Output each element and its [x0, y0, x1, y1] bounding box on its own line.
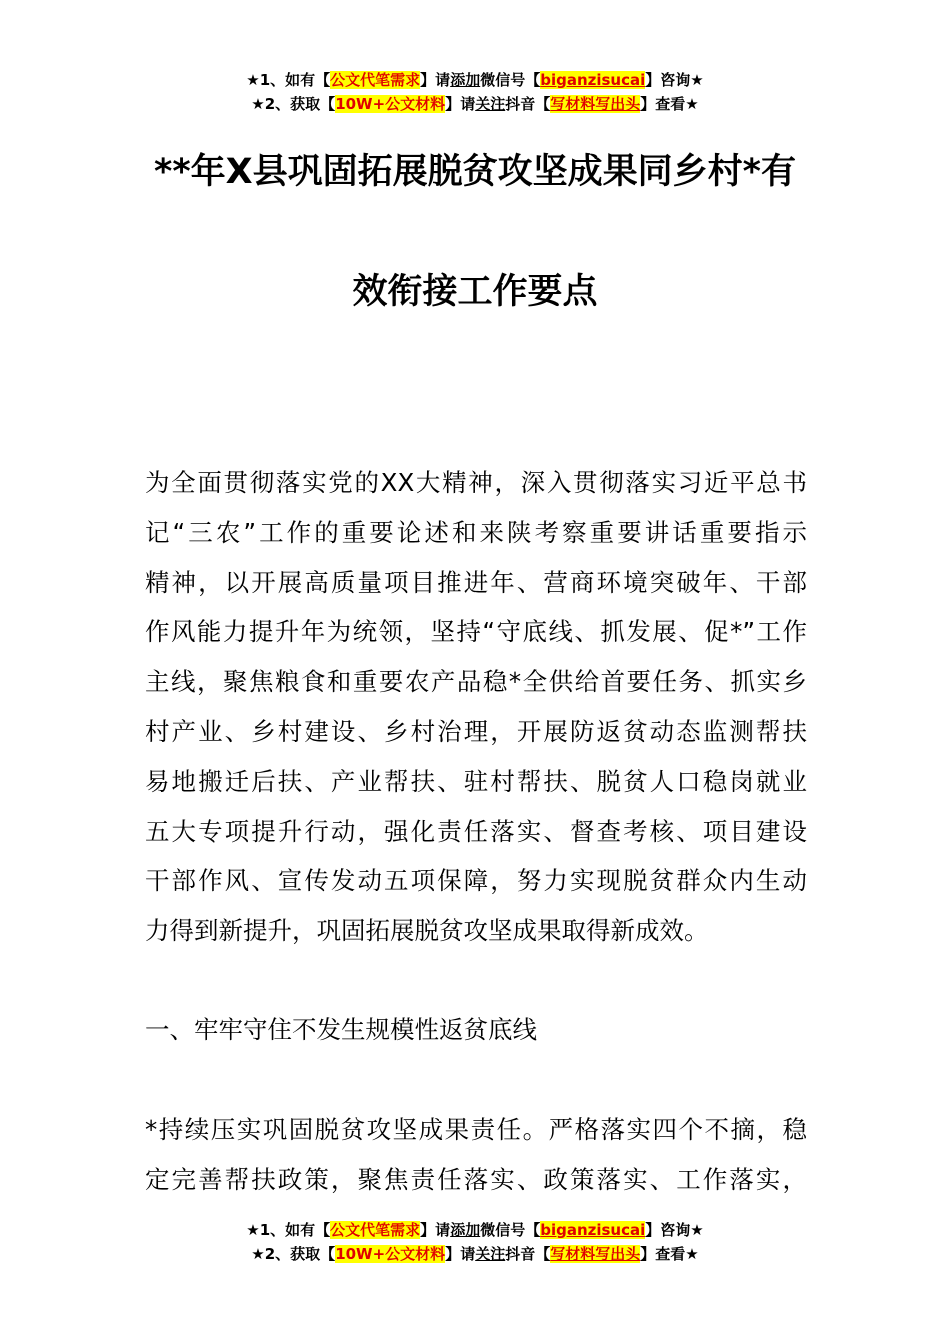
banner-line-1: ★1、如有【公文代笔需求】请添加微信号【biganzisucai】咨询★ [246, 1221, 704, 1239]
text-line: 力得到新提升，巩固拓展脱贫攻坚成果取得新成效。 [145, 916, 709, 946]
section-heading: 一、牢牢守住不发生规模性返贫底线 [145, 1015, 537, 1044]
text-line: 记“三农”工作的重要论述和来陕考察重要讲话重要指示 [145, 517, 807, 547]
top-banner [0, 68, 950, 116]
text-line: 干部作风、宣传发动五项保障，努力实现脱贫群众内生动 [145, 866, 807, 896]
bottom-banner [0, 1218, 950, 1266]
title-line-1: **年X县巩固拓展脱贫攻坚成果同乡村*有 [154, 152, 796, 192]
banner-line-2: ★2、获取【10W+公文材料】请关注抖音【写材料写出头】查看★ [251, 95, 699, 113]
text-line: 定完善帮扶政策，聚焦责任落实、政策落实、工作落实， [145, 1164, 807, 1194]
text-line: 为全面贯彻落实党的XX大精神，深入贯彻落实习近平总书 [145, 468, 807, 497]
banner-line-1: ★1、如有【公文代笔需求】请添加微信号【biganzisucai】咨询★ [246, 71, 704, 89]
text-line: 五大专项提升行动，强化责任落实、督查考核、项目建设 [145, 816, 807, 846]
title-line-2: 效衔接工作要点 [352, 272, 598, 312]
text-line: *持续压实巩固脱贫攻坚成果责任。严格落实四个不摘，稳 [145, 1115, 807, 1144]
wechat-id: biganzisucai [540, 71, 646, 89]
banner-line-2: ★2、获取【10W+公文材料】请关注抖音【写材料写出头】查看★ [251, 1245, 699, 1263]
text-line: 精神，以开展高质量项目推进年、营商环境突破年、干部 [145, 567, 807, 597]
text-line: 作风能力提升年为统领，坚持“守底线、抓发展、促*”工作 [145, 617, 807, 647]
text-line: 主线，聚焦粮食和重要农产品稳*全供给首要任务、抓实乡 [145, 667, 807, 697]
text-line: 村产业、乡村建设、乡村治理，开展防返贫动态监测帮扶 [145, 717, 807, 746]
text-line: 易地搬迁后扶、产业帮扶、驻村帮扶、脱贫人口稳岗就业 [145, 766, 807, 796]
